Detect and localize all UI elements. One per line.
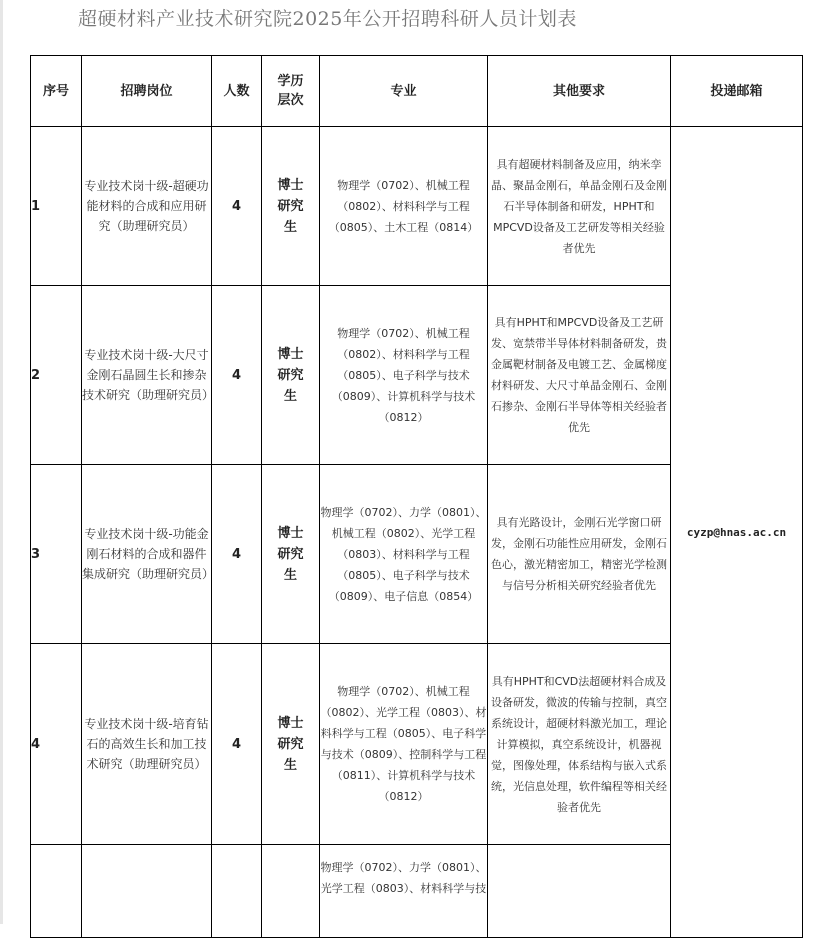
row-requirements: 具有超硬材料制备及应用，纳米孪晶、聚晶金刚石，单晶金刚石及金刚石半导体制备和研发，HPHT和MPCVD设备及工艺研发等相关经验者优先	[488, 127, 671, 286]
header-major: 专业	[320, 56, 488, 127]
row-degree	[262, 644, 320, 845]
header-email: 投递邮箱	[671, 56, 803, 127]
row-degree	[262, 127, 320, 286]
row-degree-line3: 生	[283, 388, 297, 404]
row-requirements: 具有光路设计，金刚石光学窗口研发，金刚石功能性应用研发，金刚石色心，激光精密加工，精密光学检测与信号分析相关研究经验者优先	[488, 465, 671, 644]
row-count: 4	[212, 286, 262, 465]
row-degree-line1: 博士	[277, 525, 304, 541]
page-title: 超硬材料产业技术研究院2025年公开招聘科研人员计划表	[78, 8, 577, 30]
header-seq: 序号	[31, 56, 82, 127]
left-margin-rule	[0, 0, 3, 924]
row-major: 物理学（0702）、力学（0801）、光学工程（0803）、材料科学与技	[320, 845, 488, 938]
row-degree-line2: 研究	[277, 198, 304, 214]
header-degree	[262, 56, 320, 127]
recruitment-plan-table	[30, 55, 803, 938]
header-requirements: 其他要求	[488, 56, 671, 127]
row-position: 专业技术岗十级-超硬功能材料的合成和应用研究（助理研究员）	[82, 127, 212, 286]
row-count: 4	[212, 465, 262, 644]
email-cell	[671, 127, 803, 938]
row-degree-line2: 研究	[277, 546, 304, 562]
row-degree	[262, 286, 320, 465]
row-position: 专业技术岗十级-培育钻石的高效生长和加工技术研究（助理研究员）	[82, 644, 212, 845]
row-seq: 3	[31, 465, 82, 644]
row-seq: 2	[31, 286, 82, 465]
row-seq: 4	[31, 644, 82, 845]
row-requirements: 具有HPHT和MPCVD设备及工艺研发、宽禁带半导体材料制备研发，贵金属靶材制备及电镀工艺、金属梯度材料研发、大尺寸单晶金刚石、金刚石掺杂、金刚石半导体等相关经验者优先	[488, 286, 671, 465]
row-degree-line1: 博士	[277, 715, 304, 731]
submission-email: cyzp@hnas.ac.cn	[686, 525, 787, 539]
header-position: 招聘岗位	[82, 56, 212, 127]
row-position: 专业技术岗十级-功能金刚石材料的合成和器件集成研究（助理研究员）	[82, 465, 212, 644]
table-header-row	[31, 56, 803, 127]
row-count: 4	[212, 127, 262, 286]
row-major: 物理学（0702）、力学（0801）、机械工程（0802）、光学工程（0803）、材料科学与工程（0805）、电子科学与技术（0809）、电子信息（0854）	[320, 465, 488, 644]
row-major: 物理学（0702）、机械工程（0802）、材料科学与工程（0805）、土木工程（0814）	[320, 127, 488, 286]
row-degree-line3: 生	[283, 219, 297, 235]
row-degree-line2: 研究	[277, 736, 304, 752]
header-degree-line1: 学历	[277, 74, 304, 89]
row-major: 物理学（0702）、机械工程（0802）、材料科学与工程（0805）、电子科学与技术（0809）、计算机科学与技术（0812）	[320, 286, 488, 465]
row-requirements: 具有HPHT和CVD法超硬材料合成及设备研发，微波的传输与控制，真空系统设计，超硬材料激光加工，理论计算模拟，真空系统设计，机器视觉，图像处理，体系结构与嵌入式系统，光信息处理，软件编程等相关经验者优先	[488, 644, 671, 845]
row-position: 专业技术岗十级-大尺寸金刚石晶圆生长和掺杂技术研究（助理研究员）	[82, 286, 212, 465]
table-row	[31, 127, 803, 286]
row-major: 物理学（0702）、机械工程（0802）、光学工程（0803）、材料科学与工程（0805）、电子科学与技术（0809）、控制科学与工程（0811）、计算机科学与技术（0812）	[320, 644, 488, 845]
row-count: 4	[212, 644, 262, 845]
row-degree-line1: 博士	[277, 346, 304, 362]
row-degree-line2: 研究	[277, 367, 304, 383]
row-degree-line3: 生	[283, 757, 297, 773]
row-degree	[262, 465, 320, 644]
row-degree-line1: 博士	[277, 177, 304, 193]
header-count: 人数	[212, 56, 262, 127]
row-seq: 1	[31, 127, 82, 286]
row-degree-line3: 生	[283, 567, 297, 583]
header-degree-line2: 层次	[277, 93, 304, 108]
